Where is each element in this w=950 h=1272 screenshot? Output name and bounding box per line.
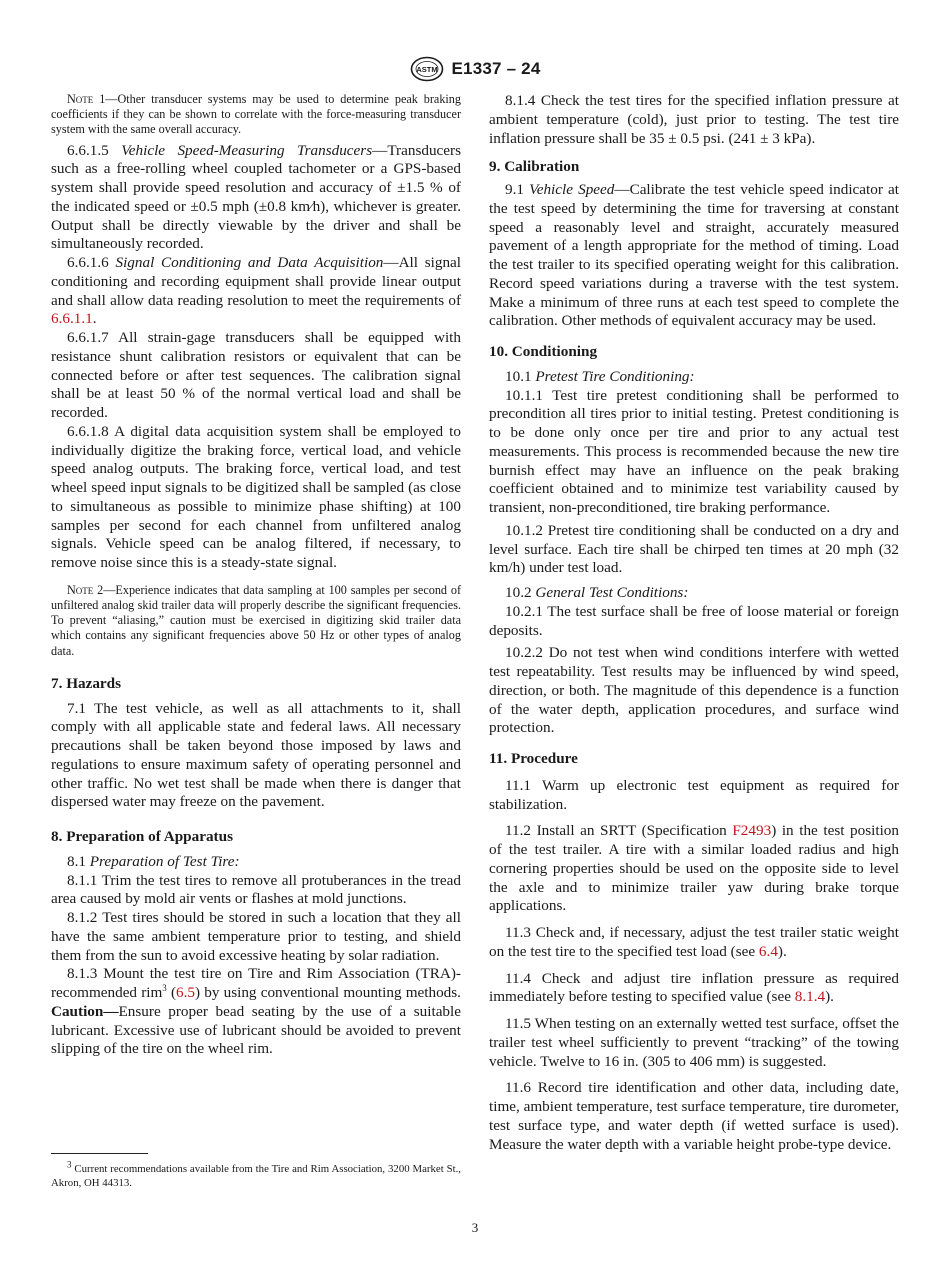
para-number: 9.1 xyxy=(505,181,530,198)
right-column xyxy=(489,92,899,1154)
para-number: 10.1 xyxy=(505,367,536,385)
para-title: Preparation of Test Tire: xyxy=(89,852,240,870)
link-6-5[interactable]: 6.5 xyxy=(176,984,196,1002)
para-8-1-1: 8.1.1 Trim the test tires to remove all protuberances in the tread area caused by mold air vents or flashes at mold junctions. xyxy=(51,871,461,908)
para-11-5: 11.5 When testing on an externally wetted test surface, offset the trailer test wheel sufficiently to prevent “tracking” of the towing vehicle. Twelve to 16 in. (305 to 406 mm) is suggested. xyxy=(489,1015,899,1070)
para-10-2-1: 10.2.1 The test surface shall be free of loose material or foreign deposits. xyxy=(489,602,899,639)
note-1-label: Note 1 xyxy=(67,92,106,106)
footnote-3 xyxy=(51,1159,461,1191)
para-text: ). xyxy=(825,988,834,1006)
para-10-1-2: 10.1.2 Pretest tire conditioning shall be conducted on a dry and level surface. Each tire shall be chirped ten times at 20 mph (32 km/h) under test load. xyxy=(489,521,899,577)
note-1 xyxy=(51,92,461,138)
para-end: . xyxy=(92,310,97,328)
left-column xyxy=(51,92,461,1059)
para-6-6-1-6 xyxy=(51,254,461,329)
caution-label: Caution— xyxy=(51,1002,119,1020)
page-number: 3 xyxy=(471,1220,479,1235)
para-number: 10.2 xyxy=(505,584,536,601)
heading-9-calibration: 9. Calibration xyxy=(489,158,580,176)
note-2-text: —Experience indicates that data sampling at 100 samples per second of unfiltered analog skid trailer data will properly describe the significant frequencies. To prevent “aliasing,” caution must be exercised in digitizing skid trailer data which contains any significant frequencies above 50 Hz or other types of analog data. xyxy=(51,582,461,658)
para-11-1: 11.1 Warm up electronic test equipment as required for stabilization. xyxy=(489,776,899,813)
para-6-6-1-8: 6.6.1.8 A digital data acquisition system shall be employed to individually digitize the braking force, vertical load, and vehicle speed analog outputs. The braking force, vertical load, and test wheel speed input signals to be digitized shall be sampled (as close to simultaneous as possible to minimize phase shifting) at 100 samples per second for each channel from unfiltered analog signals. Vehicle speed can be analog filtered, if necessary, to remove noise since this is a steady-state signal. xyxy=(51,422,461,572)
para-8-1-4: 8.1.4 Check the test tires for the specified inflation pressure at ambient temperature (cold), just prior to testing. The test tire inflation pressure shall be 35 ± 0.5 psi. (241 ± 3 kPa). xyxy=(489,92,899,147)
note-2-label: Note 2 xyxy=(67,582,104,597)
para-11-6: 11.6 Record tire identification and other data, including date, time, ambient temperature, test surface temperature, tire durometer, test surface type, and water depth (if wetted surface is used). Measure the water depth with a variable height probe-type device. xyxy=(489,1079,899,1153)
para-title: General Test Conditions: xyxy=(535,584,689,601)
para-number: 6.6.1.6 xyxy=(67,254,116,272)
para-8-1 xyxy=(51,853,461,872)
para-8-1-3 xyxy=(51,965,461,1059)
heading-10-conditioning: 10. Conditioning xyxy=(489,343,598,360)
para-10-1 xyxy=(489,368,899,387)
para-text: ). xyxy=(777,942,787,960)
para-text: ( xyxy=(166,984,177,1002)
para-6-6-1-7: 6.6.1.7 All strain-gage transducers shall be equipped with resistance shunt calibration resistors or equivalent that can be connected before or after test sequences. The calibration signal shall be at least 50 % of the normal vertical load and shall be recorded. xyxy=(51,329,461,422)
link-6-6-1-1[interactable]: 6.6.1.1 xyxy=(51,310,93,328)
para-text: 11.2 Install an SRTT (Specification xyxy=(505,822,733,840)
para-title: Vehicle Speed xyxy=(529,181,615,198)
heading-7-hazards: 7. Hazards xyxy=(51,674,122,692)
para-title: Vehicle Speed-Measuring Transducers xyxy=(121,141,373,159)
para-11-2 xyxy=(489,822,899,916)
footnote-mark: 3 xyxy=(67,1159,72,1170)
para-number: 6.6.1.5 xyxy=(67,141,122,159)
footnote-ref-3[interactable]: 3 xyxy=(162,983,167,994)
para-text: ) in the test position of the test trailer. A tire with a similar loaded radius and high cornering properties should be used on the opposite side to level the axle and to minimize trailer yaw during brake torque applications. xyxy=(489,822,899,915)
page-header xyxy=(0,56,950,82)
para-text: —Calibrate the test vehicle speed indicator at the test speed by determining the time for traversing at constant speed a reasonably level and straight, accurately measured pavement of a length appropriate for the method of timing. Load the test trailer to its specified operating weight for this calibration. Record speed variations during a traverse with the test system. Make a minimum of three runs at each test speed to complete the calibration. Other methods of equivalent accuracy may be used. xyxy=(489,181,900,330)
para-11-4 xyxy=(489,970,899,1008)
link-8-1-4[interactable]: 8.1.4 xyxy=(794,988,826,1006)
para-10-2 xyxy=(489,584,899,603)
para-text: 11.4 Check and adjust tire inflation pressure as required immediately before testing to specified value (see xyxy=(489,969,899,1006)
link-6-4[interactable]: 6.4 xyxy=(758,942,778,960)
heading-8-preparation: 8. Preparation of Apparatus xyxy=(51,828,233,846)
para-8-1-2: 8.1.2 Test tires should be stored in such a location that they all have the same ambient temperature prior to testing, and shield them from the sun to avoid excessive heating by solar radiation. xyxy=(51,909,461,964)
para-7-1: 7.1 The test vehicle, as well as all attachments to it, shall comply with all applicable state and federal laws. All necessary precautions shall be taken beyond those imposed by laws and regulations to ensure maximum safety of operating personnel and other traffic. No wet test shall be made when there is danger that dispersed water may freeze on the pavement. xyxy=(51,699,461,811)
para-text: ) by using conventional mounting methods. xyxy=(195,984,461,1002)
para-text: 8.1.3 Mount the test tire on Tire and Rim Association (TRA)-recommended rim xyxy=(51,965,461,1002)
para-title: Pretest Tire Conditioning: xyxy=(535,367,695,385)
para-10-2-2: 10.2.2 Do not test when wind conditions interfere with wetted test repeatability. Test results may be influenced by wind speed, direction, or both. The magnitude of this dependence is a function of the water depth, application procedures, and surface wind protection. xyxy=(489,644,899,737)
footnote-divider xyxy=(51,1153,148,1154)
para-11-3 xyxy=(489,924,899,962)
para-text: 11.3 Check and, if necessary, adjust the test trailer static weight on the test tire to the specified test load (see xyxy=(489,924,899,960)
para-text: —All signal conditioning and recording equipment shall provide linear output and shall allow data reading resolution to meet the requirements of xyxy=(51,254,461,309)
para-title: Signal Conditioning and Data Acquisition xyxy=(115,254,384,272)
footnote-text: Current recommendations available from the Tire and Rim Association, 3200 Market St., Akron, OH 44313. xyxy=(51,1163,461,1189)
astm-logo-icon xyxy=(410,56,444,82)
note-2 xyxy=(51,583,461,659)
para-number: 8.1 xyxy=(67,852,90,870)
document-number: E1337 – 24 xyxy=(451,59,541,78)
logo-text: ASTM xyxy=(415,65,438,74)
para-text: —Transducers such as a free-rolling wheel coupled tachometer or a GPS-based system shall provide speed resolution and accuracy of ±1.5 % of the indicated speed or ±0.5 mph (±0.8 km⁄h), whichever is greater. Output shall be directly viewable by the driver and shall be simultaneously recorded. xyxy=(51,141,461,253)
link-f2493[interactable]: F2493 xyxy=(732,822,772,840)
heading-11-procedure: 11. Procedure xyxy=(489,750,578,767)
para-text: Ensure proper bead seating by the use of a suitable lubricant. Excessive use of lubricant should be avoided to prevent slipping of the tire on the wheel rim. xyxy=(51,1002,461,1058)
para-6-6-1-5 xyxy=(51,142,461,255)
para-9-1 xyxy=(489,181,899,331)
note-1-text: —Other transducer systems may be used to determine peak braking coefficients if they can be shown to correlate with the force-measuring transducer system with the same overall accuracy. xyxy=(51,92,461,137)
para-10-1-1: 10.1.1 Test tire pretest conditioning shall be performed to precondition all tires prior to initial testing. Pretest conditioning is to be done only once per tire and prior to any actual test measurements. This process is recommended because the new tire burnish effect may have an influence on the peak braking coefficient obtained and to minimize test variability caused by transient, non-preconditioned, tire braking performance. xyxy=(489,386,899,516)
